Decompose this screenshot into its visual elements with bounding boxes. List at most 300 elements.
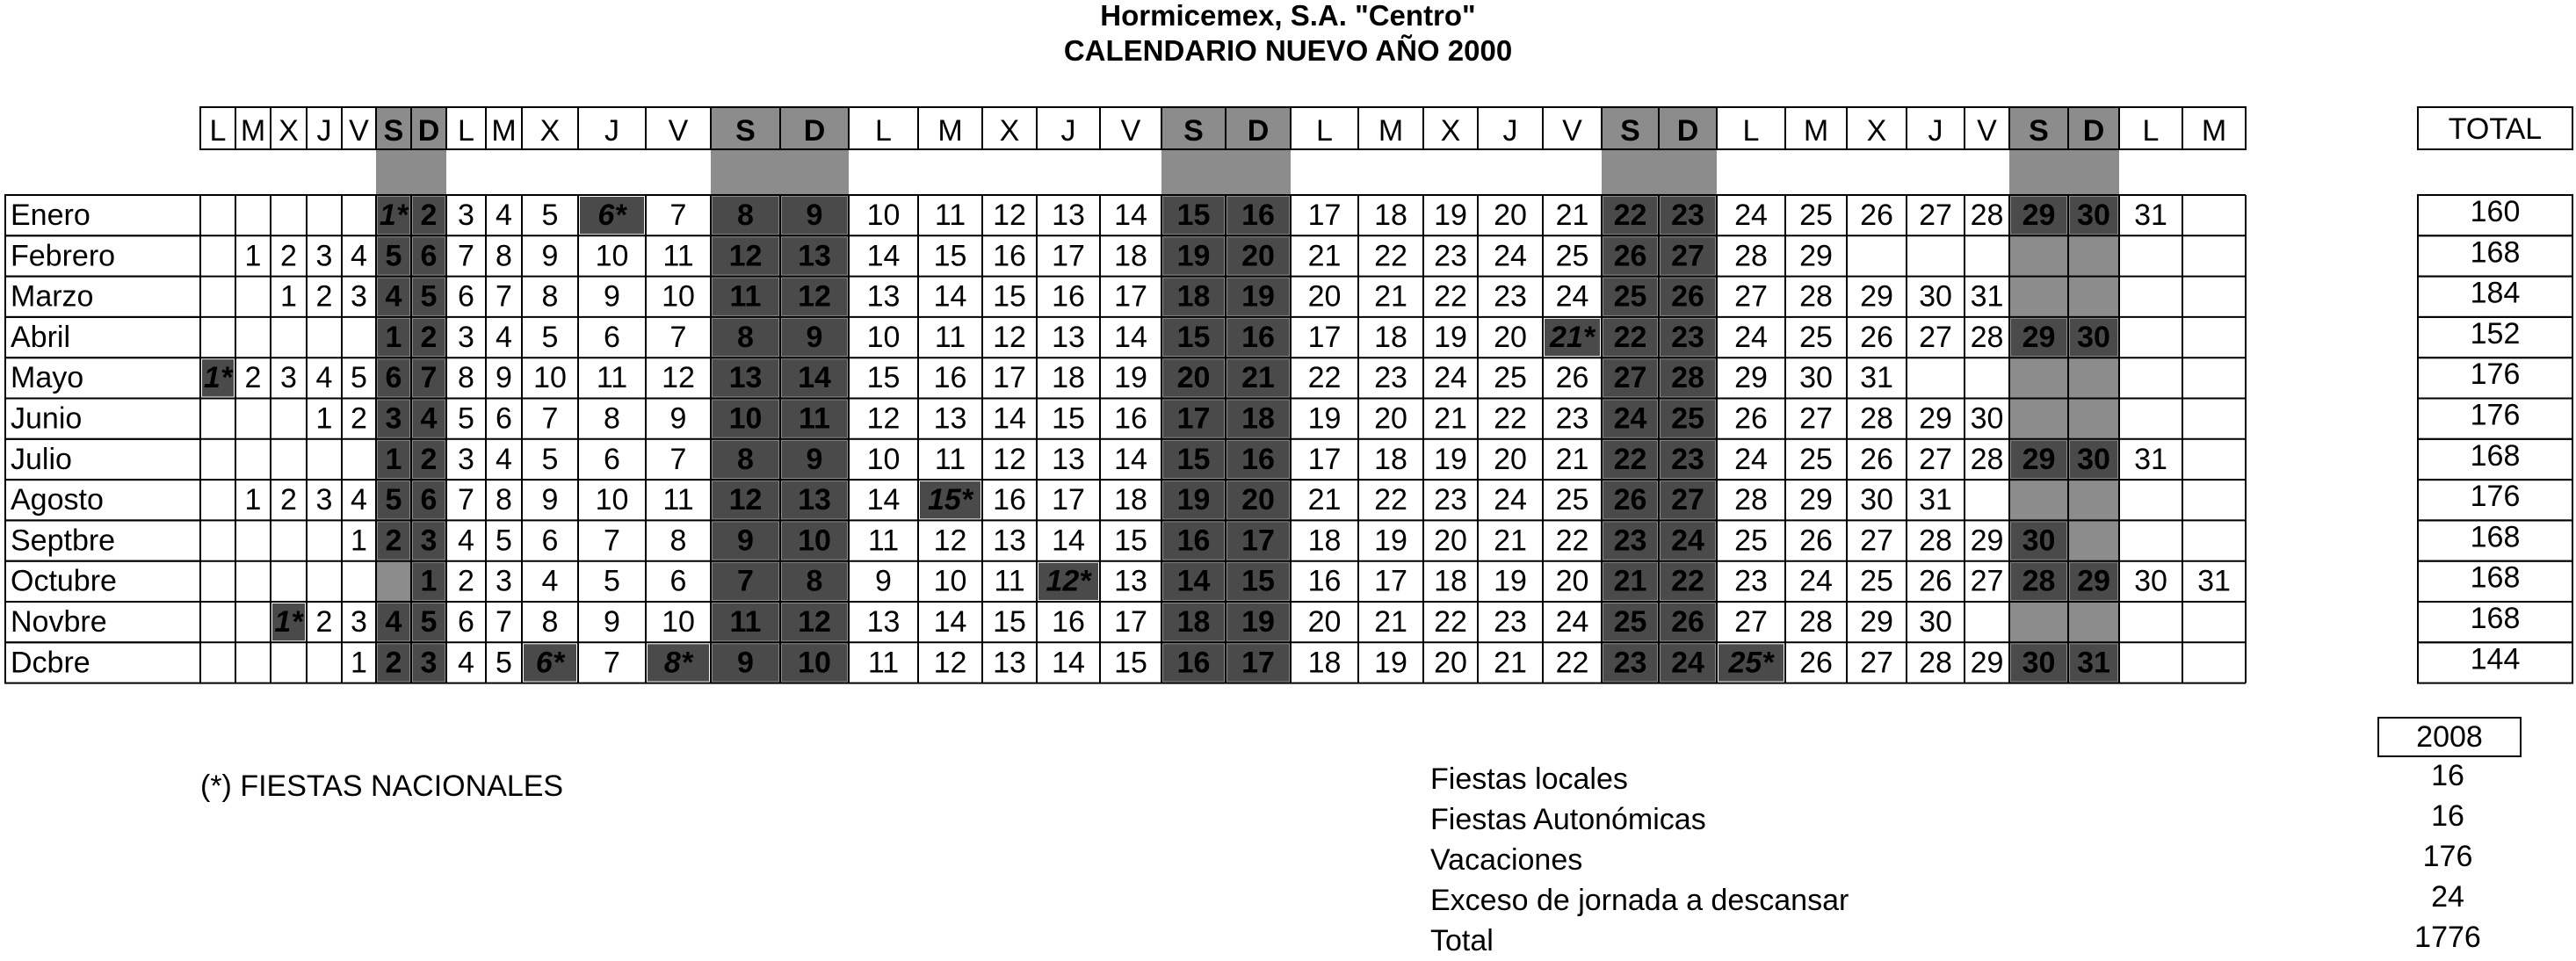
- day-number: 13: [993, 646, 1026, 680]
- day-number: 14: [866, 239, 901, 273]
- day-number: 8: [541, 605, 559, 639]
- day-number: 20: [1307, 605, 1342, 639]
- day-number: 21: [1555, 442, 1589, 476]
- day-number: 27: [1970, 564, 2004, 598]
- day-number: 26: [1799, 524, 1833, 558]
- day-number: 11: [729, 605, 762, 639]
- day-number: 17: [1307, 442, 1342, 476]
- day-number: 15: [933, 239, 967, 273]
- day-number: 9: [541, 483, 559, 517]
- weekday-header-L: L: [1742, 114, 1760, 148]
- day-number: 20: [1434, 524, 1467, 558]
- day-number: 16: [1241, 199, 1275, 232]
- month-name: Julio: [11, 442, 72, 476]
- day-number: 28: [1970, 442, 2004, 476]
- day-number: 2: [420, 199, 438, 232]
- day-number: 27: [1671, 239, 1704, 273]
- weekday-header-M: M: [1378, 114, 1404, 148]
- day-number: 23: [1434, 483, 1467, 517]
- day-number: 19: [1241, 605, 1275, 639]
- day-number: 15: [1052, 401, 1085, 436]
- day-number: 16: [1114, 401, 1147, 436]
- day-number: 20: [1241, 483, 1275, 517]
- weekday-header-D: D: [2082, 114, 2105, 148]
- holiday-day: 25*: [1728, 646, 1774, 680]
- day-number: 3: [458, 320, 474, 354]
- day-number: 28: [1799, 605, 1833, 639]
- day-number: 12: [798, 279, 831, 314]
- day-number: 13: [1114, 564, 1147, 598]
- day-number: 15: [866, 361, 901, 395]
- day-number: 29: [1970, 646, 2004, 680]
- day-number: 22: [1613, 442, 1647, 476]
- weekday-header-J: J: [604, 114, 619, 148]
- day-number: 17: [1241, 524, 1275, 558]
- day-number: 30: [1919, 279, 1952, 314]
- day-number: 1: [244, 239, 262, 273]
- day-number: 29: [2022, 442, 2056, 476]
- day-number: 24: [1734, 442, 1768, 476]
- day-number: 9: [541, 239, 559, 273]
- day-number: 4: [351, 483, 367, 517]
- day-number: 14: [866, 483, 901, 517]
- day-number: 2: [280, 483, 297, 517]
- day-number: 15: [1176, 199, 1211, 232]
- weekday-header-J: J: [1928, 114, 1943, 148]
- summary-year: 2008: [2377, 717, 2522, 757]
- weekday-header-S: S: [2029, 114, 2049, 148]
- day-number: 21: [1307, 483, 1342, 517]
- summary-label-exceso-jornada: Exceso de jornada a descansar: [1430, 884, 1849, 917]
- day-number: 30: [1970, 401, 2004, 436]
- day-number: 29: [2022, 199, 2056, 232]
- day-number: 7: [604, 646, 620, 680]
- day-number: 23: [1613, 646, 1647, 680]
- day-number: 19: [1374, 524, 1407, 558]
- day-number: 7: [541, 401, 559, 436]
- day-number: 1: [420, 564, 438, 598]
- day-number: 4: [496, 320, 512, 354]
- day-number: 4: [315, 361, 333, 395]
- day-number: 17: [1114, 605, 1147, 639]
- month-total: 168: [2470, 520, 2521, 554]
- holiday-day: 15*: [927, 483, 973, 517]
- weekday-header-M: M: [491, 114, 517, 148]
- day-number: 8: [458, 361, 474, 395]
- day-number: 13: [1052, 320, 1085, 354]
- day-number: 3: [351, 605, 367, 639]
- day-number: 2: [315, 279, 333, 314]
- day-number: 21: [1494, 646, 1527, 680]
- day-number: 22: [1434, 279, 1467, 314]
- day-number: 16: [1176, 646, 1211, 680]
- day-number: 4: [541, 564, 559, 598]
- weekday-header-J: J: [316, 114, 332, 148]
- day-number: 5: [496, 524, 512, 558]
- day-number: 15: [993, 605, 1026, 639]
- day-number: 27: [1734, 279, 1768, 314]
- weekday-header-L: L: [875, 114, 892, 148]
- day-number: 29: [1919, 401, 1952, 436]
- day-number: 3: [280, 361, 297, 395]
- day-number: 24: [1613, 401, 1647, 436]
- day-number: 12: [798, 605, 831, 639]
- day-number: 30: [1919, 605, 1952, 639]
- day-number: 27: [1919, 442, 1952, 476]
- weekday-header-V: V: [1562, 114, 1582, 148]
- day-number: 2: [351, 401, 367, 436]
- day-number: 25: [1799, 442, 1833, 476]
- holiday-day: 6*: [597, 199, 626, 232]
- day-number: 9: [604, 605, 620, 639]
- summary-label-fiestas-locales: Fiestas locales: [1430, 762, 1628, 796]
- day-number: 5: [420, 279, 438, 314]
- day-number: 6: [604, 442, 620, 476]
- day-number: 2: [458, 564, 474, 598]
- day-number: 26: [1799, 646, 1833, 680]
- day-number: 27: [1860, 524, 1893, 558]
- day-number: 18: [1114, 483, 1147, 517]
- day-number: 14: [1052, 646, 1085, 680]
- day-number: 27: [1734, 605, 1768, 639]
- day-number: 25: [1671, 401, 1704, 436]
- day-number: 24: [1734, 199, 1768, 232]
- day-number: 4: [385, 605, 402, 639]
- day-number: 3: [315, 483, 333, 517]
- day-number: 20: [1176, 361, 1211, 395]
- day-number: 14: [1176, 564, 1211, 598]
- weekday-header-V: V: [1977, 114, 1997, 148]
- day-number: 10: [595, 483, 629, 517]
- day-number: 26: [1613, 483, 1647, 517]
- weekday-header-D: D: [1247, 114, 1270, 148]
- day-number: 7: [737, 564, 754, 598]
- day-number: 31: [2134, 199, 2167, 232]
- day-number: 29: [1970, 524, 2004, 558]
- day-number: 17: [1176, 401, 1211, 436]
- day-number: 10: [866, 442, 901, 476]
- month-name: Novbre: [11, 605, 107, 639]
- day-number: 22: [1494, 401, 1527, 436]
- month-name: Abril: [11, 320, 71, 354]
- day-number: 9: [806, 320, 823, 354]
- day-number: 14: [1114, 199, 1147, 232]
- day-number: 19: [1434, 320, 1467, 354]
- day-number: 5: [351, 361, 367, 395]
- day-number: 29: [1799, 483, 1833, 517]
- day-number: 10: [798, 646, 831, 680]
- day-number: 31: [1970, 279, 2004, 314]
- day-number: 27: [1919, 320, 1952, 354]
- weekday-header-M: M: [2201, 114, 2227, 148]
- day-number: 19: [1114, 361, 1147, 395]
- day-number: 18: [1241, 401, 1275, 436]
- day-number: 19: [1434, 199, 1467, 232]
- day-number: 18: [1176, 605, 1211, 639]
- day-number: 15: [1241, 564, 1275, 598]
- holiday-day: 12*: [1046, 564, 1091, 598]
- day-number: 8: [669, 524, 687, 558]
- day-number: 13: [798, 239, 831, 273]
- day-number: 2: [385, 646, 402, 680]
- day-number: 19: [1241, 279, 1275, 314]
- day-number: 12: [933, 646, 967, 680]
- day-number: 23: [1671, 199, 1704, 232]
- day-number: 12: [993, 199, 1026, 232]
- day-number: 10: [662, 279, 695, 314]
- day-number: 1: [351, 646, 367, 680]
- summary-value-fiestas-locales: 16: [2431, 759, 2464, 792]
- month-name: Marzo: [11, 279, 94, 314]
- day-number: 24: [1734, 320, 1768, 354]
- day-number: 24: [1434, 361, 1467, 395]
- day-number: 25: [1494, 361, 1527, 395]
- day-number: 19: [1494, 564, 1527, 598]
- day-number: 12: [993, 442, 1026, 476]
- day-number: 28: [1799, 279, 1833, 314]
- day-number: 3: [420, 646, 438, 680]
- day-number: 19: [1434, 442, 1467, 476]
- day-number: 25: [1860, 564, 1893, 598]
- day-number: 29: [2022, 320, 2056, 354]
- day-number: 29: [1799, 239, 1833, 273]
- month-name: Dcbre: [11, 646, 90, 680]
- day-number: 11: [662, 483, 694, 517]
- month-name: Junio: [11, 401, 83, 436]
- day-number: 24: [1555, 605, 1589, 639]
- day-number: 6: [385, 361, 402, 395]
- day-number: 9: [737, 646, 754, 680]
- month-total: 168: [2470, 560, 2521, 595]
- day-number: 3: [420, 524, 438, 558]
- day-number: 12: [993, 320, 1026, 354]
- day-number: 16: [1176, 524, 1211, 558]
- day-number: 25: [1555, 483, 1589, 517]
- day-number: 13: [728, 361, 763, 395]
- day-number: 16: [1241, 442, 1275, 476]
- day-number: 10: [595, 239, 629, 273]
- day-number: 16: [1052, 605, 1085, 639]
- holiday-day: 6*: [535, 646, 565, 680]
- day-number: 9: [806, 199, 823, 232]
- day-number: 28: [1734, 239, 1768, 273]
- day-number: 22: [1613, 320, 1647, 354]
- day-number: 3: [385, 401, 402, 436]
- day-number: 17: [1114, 279, 1147, 314]
- day-number: 29: [1860, 279, 1893, 314]
- day-number: 19: [1374, 646, 1407, 680]
- month-total: 184: [2470, 276, 2521, 310]
- day-number: 5: [385, 239, 402, 273]
- day-number: 3: [351, 279, 367, 314]
- day-number: 2: [315, 605, 333, 639]
- day-number: 30: [2022, 524, 2056, 558]
- day-number: 28: [1734, 483, 1768, 517]
- day-number: 3: [496, 564, 512, 598]
- day-number: 28: [1919, 646, 1952, 680]
- summary-label-vacaciones: Vacaciones: [1430, 843, 1583, 877]
- day-number: 23: [1434, 239, 1467, 273]
- day-number: 7: [458, 239, 474, 273]
- day-number: 30: [2134, 564, 2167, 598]
- day-number: 11: [662, 239, 694, 273]
- month-total: 176: [2470, 398, 2521, 432]
- day-number: 27: [1799, 401, 1833, 436]
- month-total: 160: [2470, 195, 2521, 228]
- month-total: 152: [2470, 316, 2521, 350]
- day-number: 10: [933, 564, 967, 598]
- day-number: 30: [2077, 320, 2110, 354]
- day-number: 11: [934, 199, 966, 232]
- day-number: 23: [1671, 442, 1704, 476]
- day-number: 31: [2197, 564, 2231, 598]
- day-number: 14: [933, 279, 967, 314]
- weekday-header-S: S: [1620, 114, 1640, 148]
- day-number: 14: [1052, 524, 1085, 558]
- day-number: 5: [496, 646, 512, 680]
- day-number: 26: [1860, 320, 1893, 354]
- summary-value-vacaciones: 176: [2422, 840, 2473, 873]
- day-number: 20: [1494, 199, 1527, 232]
- day-number: 17: [1241, 646, 1275, 680]
- day-number: 29: [2077, 564, 2110, 598]
- month-name: Octubre: [11, 564, 117, 598]
- day-number: 11: [934, 442, 966, 476]
- day-number: 22: [1374, 239, 1407, 273]
- day-number: 5: [420, 605, 438, 639]
- day-number: 3: [458, 442, 474, 476]
- day-number: 7: [496, 605, 512, 639]
- day-number: 7: [420, 361, 438, 395]
- day-number: 12: [662, 361, 695, 395]
- month-name: Agosto: [11, 483, 104, 517]
- day-number: 31: [1860, 361, 1893, 395]
- day-number: 6: [420, 239, 438, 273]
- weekday-header-S: S: [383, 114, 404, 148]
- day-number: 24: [1799, 564, 1833, 598]
- day-number: 10: [533, 361, 567, 395]
- holiday-day: 1*: [379, 199, 409, 232]
- day-number: 1: [385, 442, 402, 476]
- day-number: 14: [798, 361, 831, 395]
- day-number: 22: [1374, 483, 1407, 517]
- day-number: 18: [1052, 361, 1085, 395]
- day-number: 5: [458, 401, 474, 436]
- day-number: 19: [1307, 401, 1342, 436]
- day-number: 30: [2077, 199, 2110, 232]
- day-number: 3: [458, 199, 474, 232]
- day-number: 26: [1919, 564, 1952, 598]
- day-number: 6: [541, 524, 559, 558]
- weekday-header-V: V: [349, 114, 369, 148]
- day-number: 21: [1374, 279, 1407, 314]
- day-number: 21: [1434, 401, 1467, 436]
- day-number: 10: [866, 199, 901, 232]
- day-number: 13: [866, 279, 901, 314]
- day-number: 30: [2022, 646, 2056, 680]
- day-number: 16: [933, 361, 967, 395]
- day-number: 18: [1114, 239, 1147, 273]
- day-number: 24: [1494, 239, 1527, 273]
- day-number: 8: [737, 320, 754, 354]
- month-name: Mayo: [11, 361, 84, 395]
- day-number: 6: [604, 320, 620, 354]
- day-number: 11: [934, 320, 966, 354]
- day-number: 22: [1555, 646, 1589, 680]
- day-number: 23: [1494, 605, 1527, 639]
- weekday-header-V: V: [668, 114, 689, 148]
- day-number: 18: [1374, 199, 1407, 232]
- day-number: 5: [604, 564, 620, 598]
- day-number: 4: [351, 239, 367, 273]
- day-number: 28: [1671, 361, 1704, 395]
- weekday-header-L: L: [458, 114, 474, 148]
- day-number: 20: [1494, 320, 1527, 354]
- day-number: 8: [737, 199, 754, 232]
- day-number: 15: [1114, 646, 1147, 680]
- day-number: 6: [420, 483, 438, 517]
- day-number: 1: [351, 524, 367, 558]
- day-number: 5: [541, 442, 559, 476]
- day-number: 11: [596, 361, 628, 395]
- day-number: 21: [1613, 564, 1647, 598]
- day-number: 8: [496, 483, 512, 517]
- day-number: 6: [458, 279, 474, 314]
- weekday-header-S: S: [735, 114, 756, 148]
- month-name: Septbre: [11, 524, 116, 558]
- weekday-header-L: L: [209, 114, 227, 148]
- day-number: 10: [866, 320, 901, 354]
- day-number: 1: [244, 483, 262, 517]
- day-number: 7: [669, 442, 687, 476]
- day-number: 7: [496, 279, 512, 314]
- day-number: 14: [933, 605, 967, 639]
- day-number: 4: [385, 279, 402, 314]
- summary-value-fiestas-autonomicas: 16: [2431, 799, 2464, 833]
- day-number: 15: [1176, 442, 1211, 476]
- day-number: 7: [604, 524, 620, 558]
- day-number: 16: [993, 239, 1026, 273]
- day-number: 6: [669, 564, 687, 598]
- day-number: 22: [1671, 564, 1704, 598]
- day-number: 26: [1734, 401, 1768, 436]
- day-number: 25: [1613, 279, 1647, 314]
- weekday-header-M: M: [1803, 114, 1829, 148]
- day-number: 7: [458, 483, 474, 517]
- day-number: 13: [1052, 199, 1085, 232]
- day-number: 27: [1860, 646, 1893, 680]
- day-number: 11: [729, 279, 762, 314]
- day-number: 8: [496, 239, 512, 273]
- day-number: 12: [728, 483, 763, 517]
- day-number: 9: [669, 401, 687, 436]
- day-number: 26: [1860, 442, 1893, 476]
- day-number: 15: [1176, 320, 1211, 354]
- day-number: 16: [1307, 564, 1342, 598]
- day-number: 27: [1919, 199, 1952, 232]
- day-number: 4: [458, 646, 474, 680]
- day-number: 21: [1241, 361, 1275, 395]
- day-number: 26: [1671, 279, 1704, 314]
- day-number: 4: [496, 442, 512, 476]
- day-number: 18: [1374, 320, 1407, 354]
- day-number: 7: [669, 320, 687, 354]
- day-number: 18: [1434, 564, 1467, 598]
- day-number: 24: [1671, 646, 1704, 680]
- day-number: 9: [496, 361, 512, 395]
- day-number: 17: [1052, 483, 1085, 517]
- day-number: 2: [244, 361, 262, 395]
